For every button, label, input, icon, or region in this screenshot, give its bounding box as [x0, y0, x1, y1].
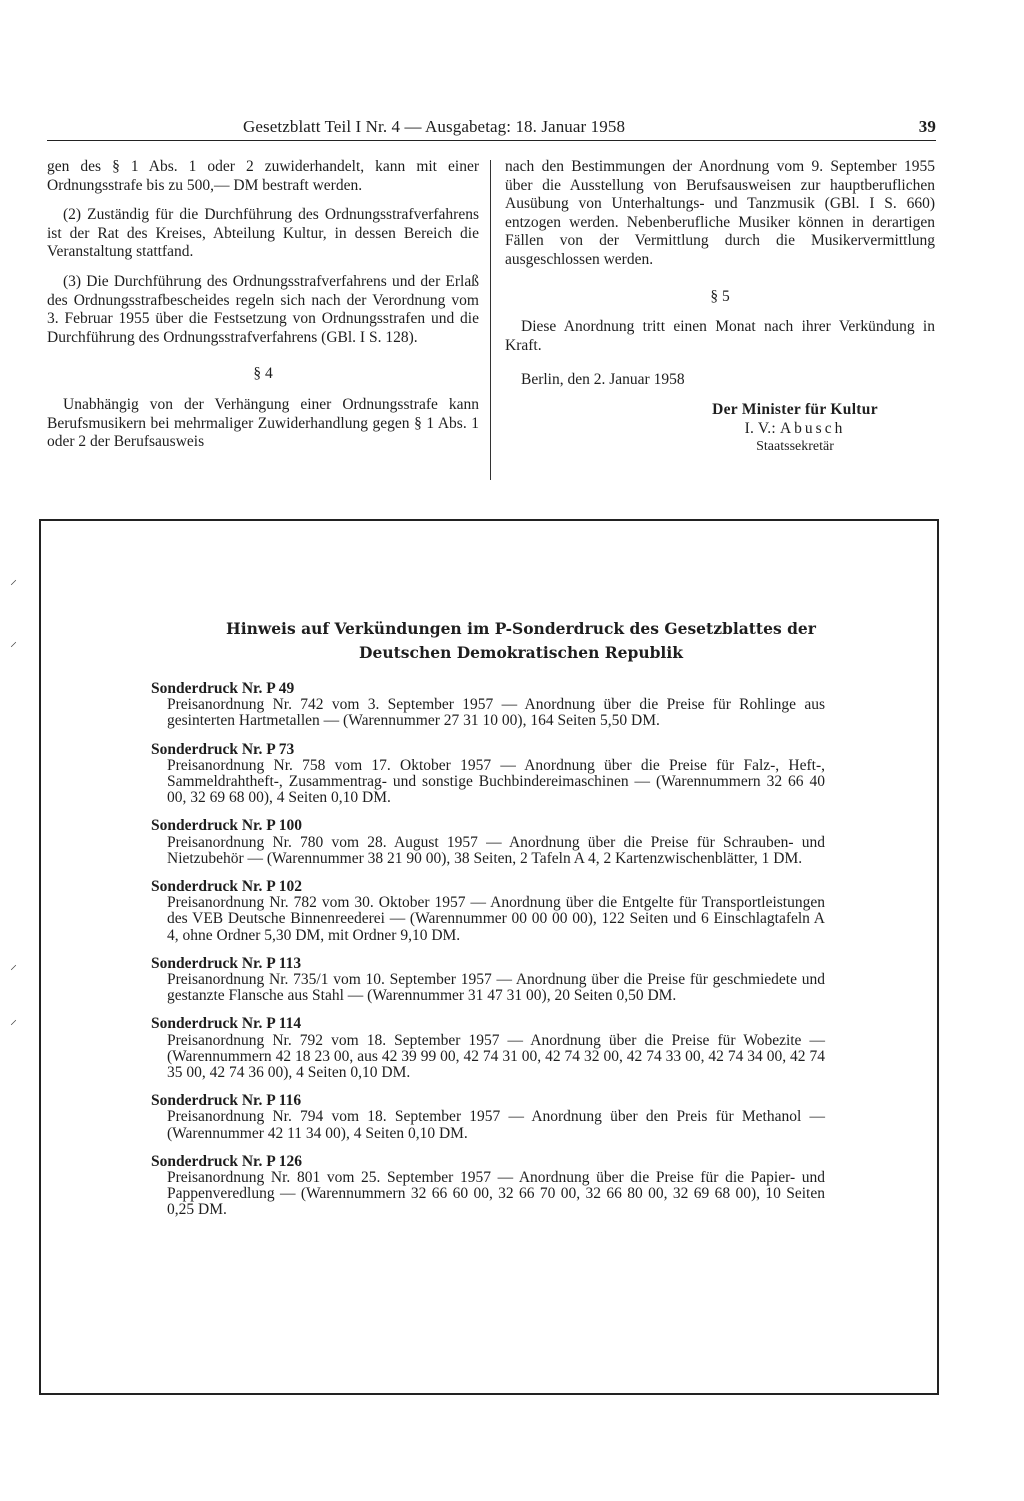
section-5-heading: § 5 [710, 287, 730, 305]
margin-mark: ⸝ [10, 635, 17, 650]
entry-heading: Sonderdruck Nr. P 73 [151, 740, 295, 758]
column-divider [490, 160, 491, 480]
minister-title: Der Minister für Kultur [712, 400, 878, 418]
notice-title-line-1: Hinweis auf Verkündungen im P-Sonderdruck des Gesetzblattes der [226, 619, 816, 638]
running-header [243, 117, 936, 137]
entry-body: Preisanordnung Nr. 801 vom 25. September 1957 — Anordnung über die Preise für die Papier- und Pappenveredlung — (Warennummern 32 66 60 00, 32 66 70 00, 32 66 80 00, 32 69 68 00), 10 Seiten 0,25 DM. [167, 1169, 825, 1219]
margin-mark: ⸝ [10, 1013, 17, 1028]
notice-list [151, 681, 825, 1231]
entry-body: Preisanordnung Nr. 742 vom 3. September 1957 — Anordnung über die Preise für Rohlinge aus gesinterten Hartmetallen — (Warennummer 27 31 10 00), 164 Seiten 5,50 DM. [167, 696, 825, 730]
notice-title [201, 617, 841, 665]
section-4-heading: § 4 [253, 365, 273, 383]
entry-heading: Sonderdruck Nr. P 49 [151, 680, 295, 697]
deputy-name: Abusch [779, 419, 846, 437]
list-item [151, 818, 825, 867]
paragraph-section-5: Diese Anordnung tritt einen Monat nach ihrer Verkündung in Kraft. [505, 318, 935, 354]
deputy-prefix: I. V.: [744, 419, 780, 437]
list-item [151, 1154, 825, 1219]
signature-block [655, 401, 935, 457]
list-item [151, 1093, 825, 1142]
entry-body: Preisanordnung Nr. 735/1 vom 10. September 1957 — Anordnung über die Preise für geschmiedete und gestanzte Flansche aus Stahl — (Warennummer 31 47 31 00), 20 Seiten 0,50 DM. [167, 971, 825, 1005]
list-item [151, 681, 825, 730]
list-item [151, 879, 825, 944]
page-number: 39 [918, 117, 936, 136]
list-item [151, 956, 825, 1005]
entry-heading: Sonderdruck Nr. P 100 [151, 817, 303, 835]
entry-heading: Sonderdruck Nr. P 114 [151, 1015, 302, 1033]
entry-body: Preisanordnung Nr. 782 vom 30. Oktober 1957 — Anordnung über die Entgelte für Transportleistungen des VEB Deutsche Binnenreederei — (Warennummer 00 00 00 00), 122 Seiten und 6 Einschlagtafeln A 4, ohne Ordner 5,30 DM, mit Ordner 9,10 DM. [167, 894, 825, 944]
paragraph-3: (3) Die Durchführung des Ordnungsstrafverfahrens und der Erlaß des Ordnungsstrafbescheides regeln sich nach der Verordnung vom 3. Februar 1955 über die Festsetzung von Ordnungsstrafen und die Durchführung des Ordnungsstrafverfahrens (GBl. I S. 128). [47, 272, 479, 346]
paragraph-continuation: gen des § 1 Abs. 1 oder 2 zuwiderhandelt, kann mit einer Ordnungsstrafe bis zu 500,— DM bestraft werden. [47, 158, 479, 194]
paragraph-continuation-right: nach den Bestimmungen der Anordnung vom 9. September 1955 über die Ausstellung von Berufsausweisen zur hauptberuflichen Ausübung von Unterhaltungs- und Tanzmusik (GBl. I S. 660) entzogen werden. Nebenberufliche Musiker können in derartigen Fällen von der Vermittlung durch die Musikervermittlung ausgeschlossen werden. [505, 158, 935, 268]
entry-body: Preisanordnung Nr. 792 vom 18. September 1957 — Anordnung über die Preise für Wobezite — (Warennummern 42 18 23 00, aus 42 39 99 00, 42 74 31 00, 42 74 32 00, 42 74 33 00, 42 74 34 00, 42 74 35 00, 42 74 36 00), 4 Seiten 0,10 DM. [167, 1031, 825, 1082]
entry-heading: Sonderdruck Nr. P 102 [151, 878, 303, 896]
header-rule [47, 140, 936, 141]
entry-heading: Sonderdruck Nr. P 126 [151, 1152, 303, 1170]
running-title: Gesetzblatt Teil I Nr. 4 — Ausgabetag: 18. Januar 1958 [243, 117, 626, 136]
secretary-title: Staatssekretär [756, 439, 834, 455]
list-item [151, 742, 825, 807]
paragraph-section-4: Unabhängig von der Verhängung einer Ordnungsstrafe kann Berufsmusikern bei mehrmaliger Zuwiderhandlung gegen § 1 Abs. 1 oder 2 der Berufsausweis [47, 395, 479, 451]
margin-mark: ⸝ [10, 573, 17, 588]
notice-title-line-2: Deutschen Demokratischen Republik [359, 643, 683, 662]
entry-body: Preisanordnung Nr. 794 vom 18. September 1957 — Anordnung über den Preis für Methanol — (Warennummer 42 11 34 00), 4 Seiten 0,10 DM. [167, 1108, 825, 1142]
margin-mark: ⸝ [10, 958, 17, 973]
right-column [505, 158, 935, 457]
list-item [151, 1016, 825, 1081]
left-column [47, 158, 479, 463]
place-date: Berlin, den 2. Januar 1958 [521, 371, 685, 389]
entry-heading: Sonderdruck Nr. P 113 [151, 954, 302, 972]
entry-body: Preisanordnung Nr. 780 vom 28. August 1957 — Anordnung über die Preise für Schrauben- und Nietzubehör — (Warennummer 38 21 90 00), 38 Seiten, 2 Tafeln A 4, 2 Kartenzwischenblätter, 1 DM. [167, 833, 825, 867]
deputy-line [655, 420, 935, 439]
paragraph-2: (2) Zuständig für die Durchführung des Ordnungsstrafverfahrens ist der Rat des Kreises, Abteilung Kultur, in dessen Bereich die Veranstaltung stattfand. [47, 206, 479, 261]
notice-box [39, 519, 939, 1395]
entry-body: Preisanordnung Nr. 758 vom 17. Oktober 1957 — Anordnung über die Preise für Falz-, Heft-, Sammeldrahtheft-, Zusammentrag- und sonstige Buchbindereimaschinen — (Warennummern 32 66 40 00, 32 69 68 00), 4 Seiten 0,10 DM. [167, 756, 825, 807]
entry-heading: Sonderdruck Nr. P 116 [151, 1092, 302, 1110]
